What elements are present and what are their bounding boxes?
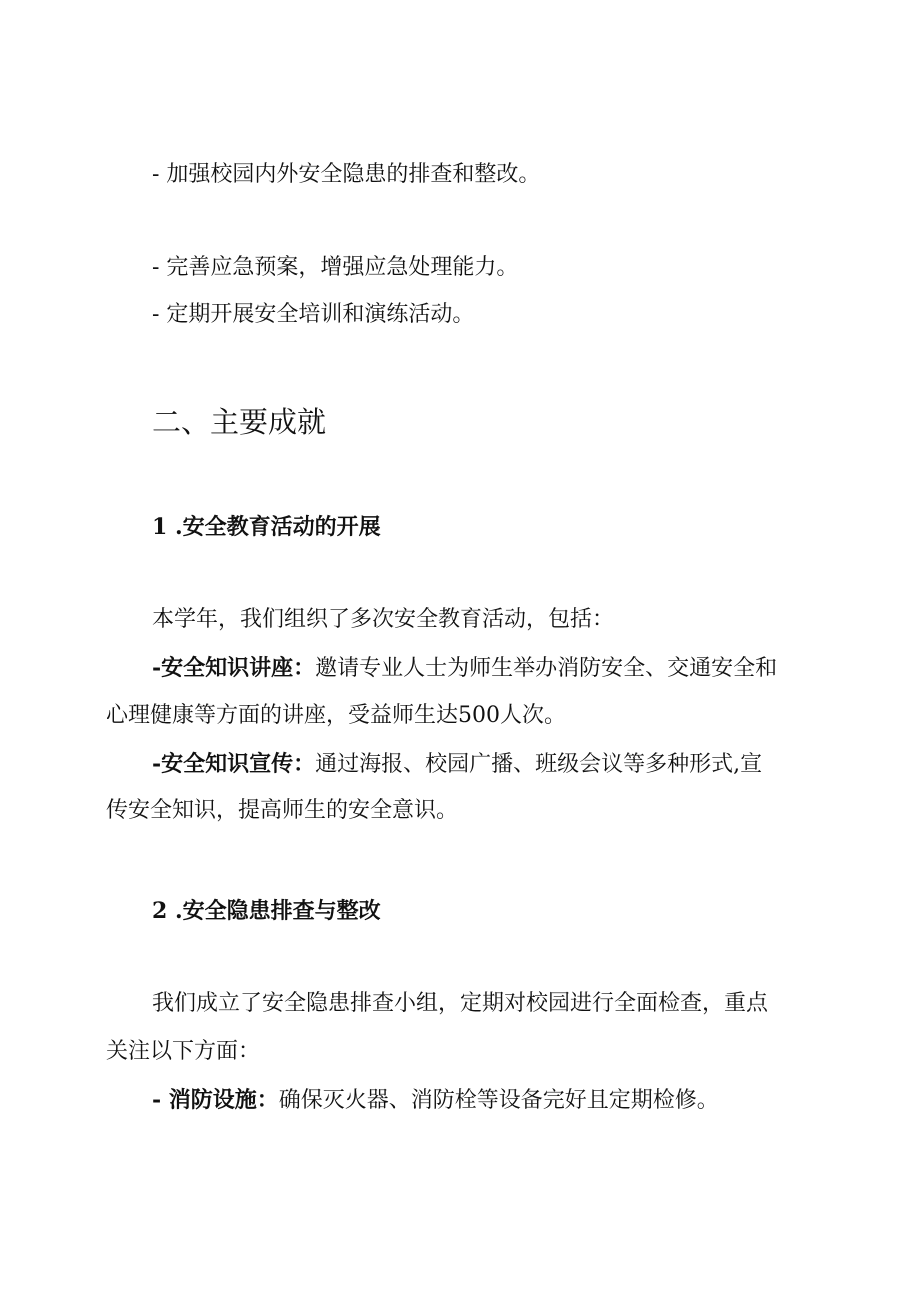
bullet-item: - 加强校园内外安全隐患的排查和整改。 — [152, 162, 541, 187]
list-item-continuation: 传安全知识，提高师生的安全意识。 — [106, 798, 459, 823]
bullet-item: - 完善应急预案，增强应急处理能力。 — [152, 255, 519, 280]
list-item-lecture — [152, 653, 777, 684]
list-item-label: - 消防设施： — [152, 1087, 279, 1113]
section-heading: 二、主要成就 — [152, 405, 327, 439]
list-item-label: -安全知识宣传： — [152, 751, 316, 777]
list-item-text: 邀请专业人士为师生举办消防安全、交通安全和 — [315, 656, 778, 681]
list-item-text: 通过海报、校园广播、班级会议等多种形式,宣 — [315, 752, 763, 777]
subsection-heading-1: 1 .安全教育活动的开展 — [152, 514, 381, 540]
paragraph-intro: 本学年，我们组织了多次安全教育活动，包括： — [152, 607, 615, 632]
bullet-item: - 定期开展安全培训和演练活动。 — [152, 302, 475, 327]
paragraph-continuation: 关注以下方面： — [106, 1039, 261, 1064]
subsection-heading-2: 2 .安全隐患排查与整改 — [152, 898, 381, 924]
list-item-fire-facilities — [152, 1085, 719, 1116]
list-item-text: 确保灭火器、消防栓等设备完好且定期检修。 — [278, 1088, 719, 1113]
paragraph-intro: 我们成立了安全隐患排查小组，定期对校园进行全面检查，重点 — [152, 991, 769, 1016]
list-item-continuation: 心理健康等方面的讲座，受益师生达500人次。 — [106, 703, 566, 728]
list-item-publicity — [152, 749, 762, 780]
list-item-label: -安全知识讲座： — [152, 655, 316, 681]
